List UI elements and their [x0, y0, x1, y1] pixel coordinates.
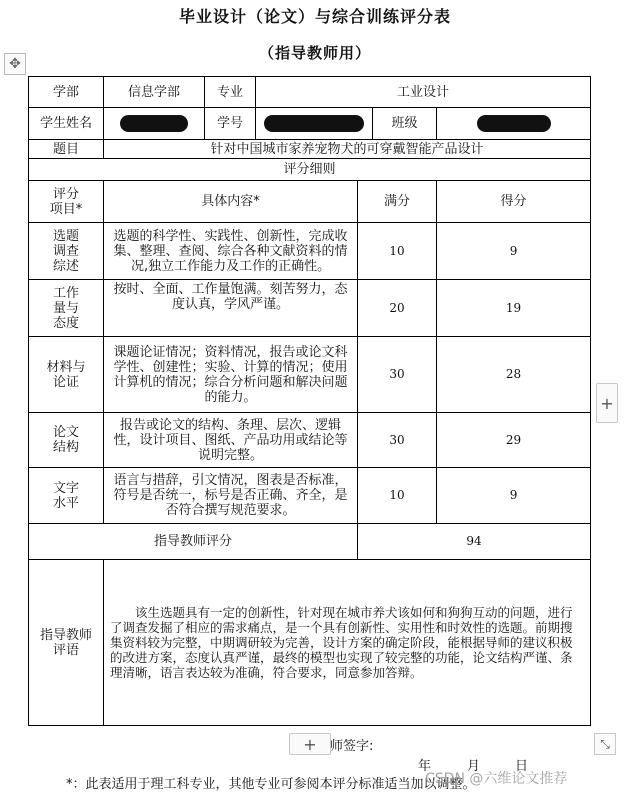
major-label: 专业	[205, 77, 256, 108]
document-subtitle: （指导教师用）	[258, 44, 371, 62]
col-score-header: 得分	[437, 181, 591, 223]
id-value-redacted	[256, 108, 373, 140]
resize-icon[interactable]: ⤡	[594, 733, 616, 755]
row-item: 材料与 论证	[29, 337, 104, 413]
signature-label: 师签字:	[330, 739, 374, 754]
col-full-header: 满分	[358, 181, 437, 223]
class-label: 班级	[373, 108, 437, 140]
date-day: 日	[515, 759, 529, 774]
row-full: 10	[358, 223, 437, 280]
comment-cell	[104, 560, 591, 726]
row-score: 9	[437, 223, 591, 280]
table-row	[29, 468, 591, 524]
row-full: 30	[358, 413, 437, 468]
id-label: 学号	[205, 108, 256, 140]
date-month: 月	[467, 759, 481, 774]
total-value: 94	[358, 524, 591, 560]
move-icon[interactable]: ✥	[4, 53, 26, 75]
table-row	[29, 413, 591, 468]
row-item: 工作 量与 态度	[29, 280, 104, 337]
topic-value: 针对中国城市家养宠物犬的可穿戴智能产品设计	[104, 140, 591, 159]
table-row	[29, 337, 591, 413]
date-year: 年	[418, 759, 432, 774]
row-full: 10	[358, 468, 437, 524]
total-label: 指导教师评分	[29, 524, 358, 560]
row-score: 29	[437, 413, 591, 468]
row-full: 30	[358, 337, 437, 413]
row-content: 课题论证情况；资料情况，报告或论文科学性、创建性；实验、计算的情况；使用计算机的情况；综合分析问题和解决问题的能力。	[104, 337, 358, 413]
add-row-plus-icon[interactable]: +	[289, 733, 331, 755]
row-score: 19	[437, 280, 591, 337]
row-item: 选题 调查 综述	[29, 223, 104, 280]
watermark: CSDN @六维论文推荐	[425, 771, 568, 787]
row-content: 报告或论文的结构、条理、层次、逻辑性，设计项目、图纸、产品功用或结论等说明完整。	[104, 413, 358, 468]
detail-header: 评分细则	[29, 159, 591, 181]
col-item-header: 评分 项目*	[29, 181, 104, 223]
dept-label: 学部	[29, 77, 104, 108]
topic-label: 题目	[29, 140, 104, 159]
col-content-header: 具体内容*	[104, 181, 358, 223]
row-content: 语言与措辞，引文情况，图表是否标准，符号是否统一，标号是否正确、齐全，是否符合撰写规范要求。	[104, 468, 358, 524]
footnote: *：此表适用于理工科专业，其他专业可参阅本评分标准适当加以调整。	[66, 777, 476, 792]
row-content: 按时、全面、工作量饱满。刻苦努力，态度认真，学风严谨。	[104, 280, 358, 337]
comment-text: 该生选题具有一定的创新性，针对现在城市养犬该如何和狗狗互动的问题，进行了调查发掘了相应的需求痛点，是一个具有创新性、实用性和时效性的选题。前期搜集资料较为完整，中期调研较为完善，设计方案的确定阶段，能根据导师的建议积极的改进方案，态度认真严谨，最终的模型也实现了较完整的功能，论文结构严谨、条理清晰，语言表达较为准确，符合要求，同意参加答辩。	[110, 605, 573, 680]
document-title: 毕业设计（论文）与综合训练评分表	[178, 7, 451, 26]
row-score: 9	[437, 468, 591, 524]
add-column-plus-icon[interactable]: +	[596, 383, 618, 423]
class-value-redacted	[437, 108, 591, 140]
row-item: 文字 水平	[29, 468, 104, 524]
row-score: 28	[437, 337, 591, 413]
score-table	[28, 76, 591, 726]
row-content: 选题的科学性、实践性、创新性，完成收集、整理、查阅、综合各种文献资料的情况,独立工作能力及工作的正确性。	[104, 223, 358, 280]
table-row	[29, 223, 591, 280]
major-value: 工业设计	[256, 77, 591, 108]
name-value-redacted	[104, 108, 205, 140]
name-label: 学生姓名	[29, 108, 104, 140]
row-item: 论文 结构	[29, 413, 104, 468]
comment-label: 指导教师 评语	[29, 560, 104, 726]
table-row	[29, 280, 591, 337]
row-full: 20	[358, 280, 437, 337]
dept-value: 信息学部	[104, 77, 205, 108]
